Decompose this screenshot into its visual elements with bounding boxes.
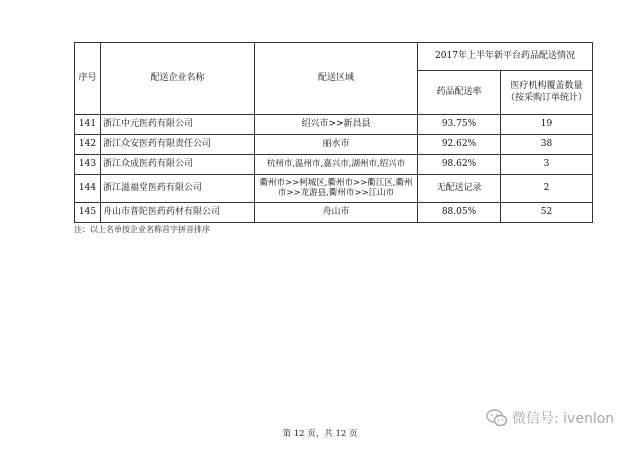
row-company: 舟山市普陀医药药材有限公司 [101,203,255,223]
row-count: 38 [501,135,593,155]
row-count: 3 [501,155,593,175]
row-rate: 92.62% [418,135,501,155]
row-company: 浙江众成医药有限公司 [101,155,255,175]
row-seq: 141 [75,115,101,135]
row-company: 浙江滋福堂医药有限公司 [101,175,255,203]
table-row [75,175,593,203]
row-count: 19 [501,115,593,135]
table-row [75,203,593,223]
row-count: 52 [501,203,593,223]
row-area: 绍兴市>>新昌县 [255,115,418,135]
header-rate: 药品配送率 [418,71,501,115]
row-seq: 142 [75,135,101,155]
watermark [486,408,614,428]
row-company: 浙江众安医药有限责任公司 [101,135,255,155]
header-coverage: 医疗机构覆盖数量（按采购订单统计） [501,71,593,115]
row-area: 衢州市>>柯城区,衢州市>>衢江区,衢州市>>龙游县,衢州市>>江山市 [255,175,418,203]
row-area: 杭州市,温州市,嘉兴市,湖州市,绍兴市 [255,155,418,175]
row-company: 浙江中元医药有限公司 [101,115,255,135]
header-seq: 序号 [75,43,101,115]
row-count: 2 [501,175,593,203]
row-seq: 143 [75,155,101,175]
row-seq: 145 [75,203,101,223]
distribution-table [74,42,593,223]
header-area: 配送区域 [255,43,418,115]
page-footer: 第 12 页，共 12 页 [282,429,358,439]
header-group: 2017年上半年新平台药品配送情况 [418,43,593,71]
table-note: 注：以上名单按企业名称首字拼音排序 [74,225,210,234]
table-row [75,135,593,155]
wechat-icon [486,409,508,427]
row-area: 舟山市 [255,203,418,223]
header-company: 配送企业名称 [101,43,255,115]
row-area: 丽水市 [255,135,418,155]
row-rate: 88.05% [418,203,501,223]
table-row [75,155,593,175]
watermark-text: 微信号: ivenlon [512,411,615,427]
row-seq: 144 [75,175,101,203]
row-rate: 无配送记录 [418,175,501,203]
row-rate: 93.75% [418,115,501,135]
table-row [75,115,593,135]
row-rate: 98.62% [418,155,501,175]
